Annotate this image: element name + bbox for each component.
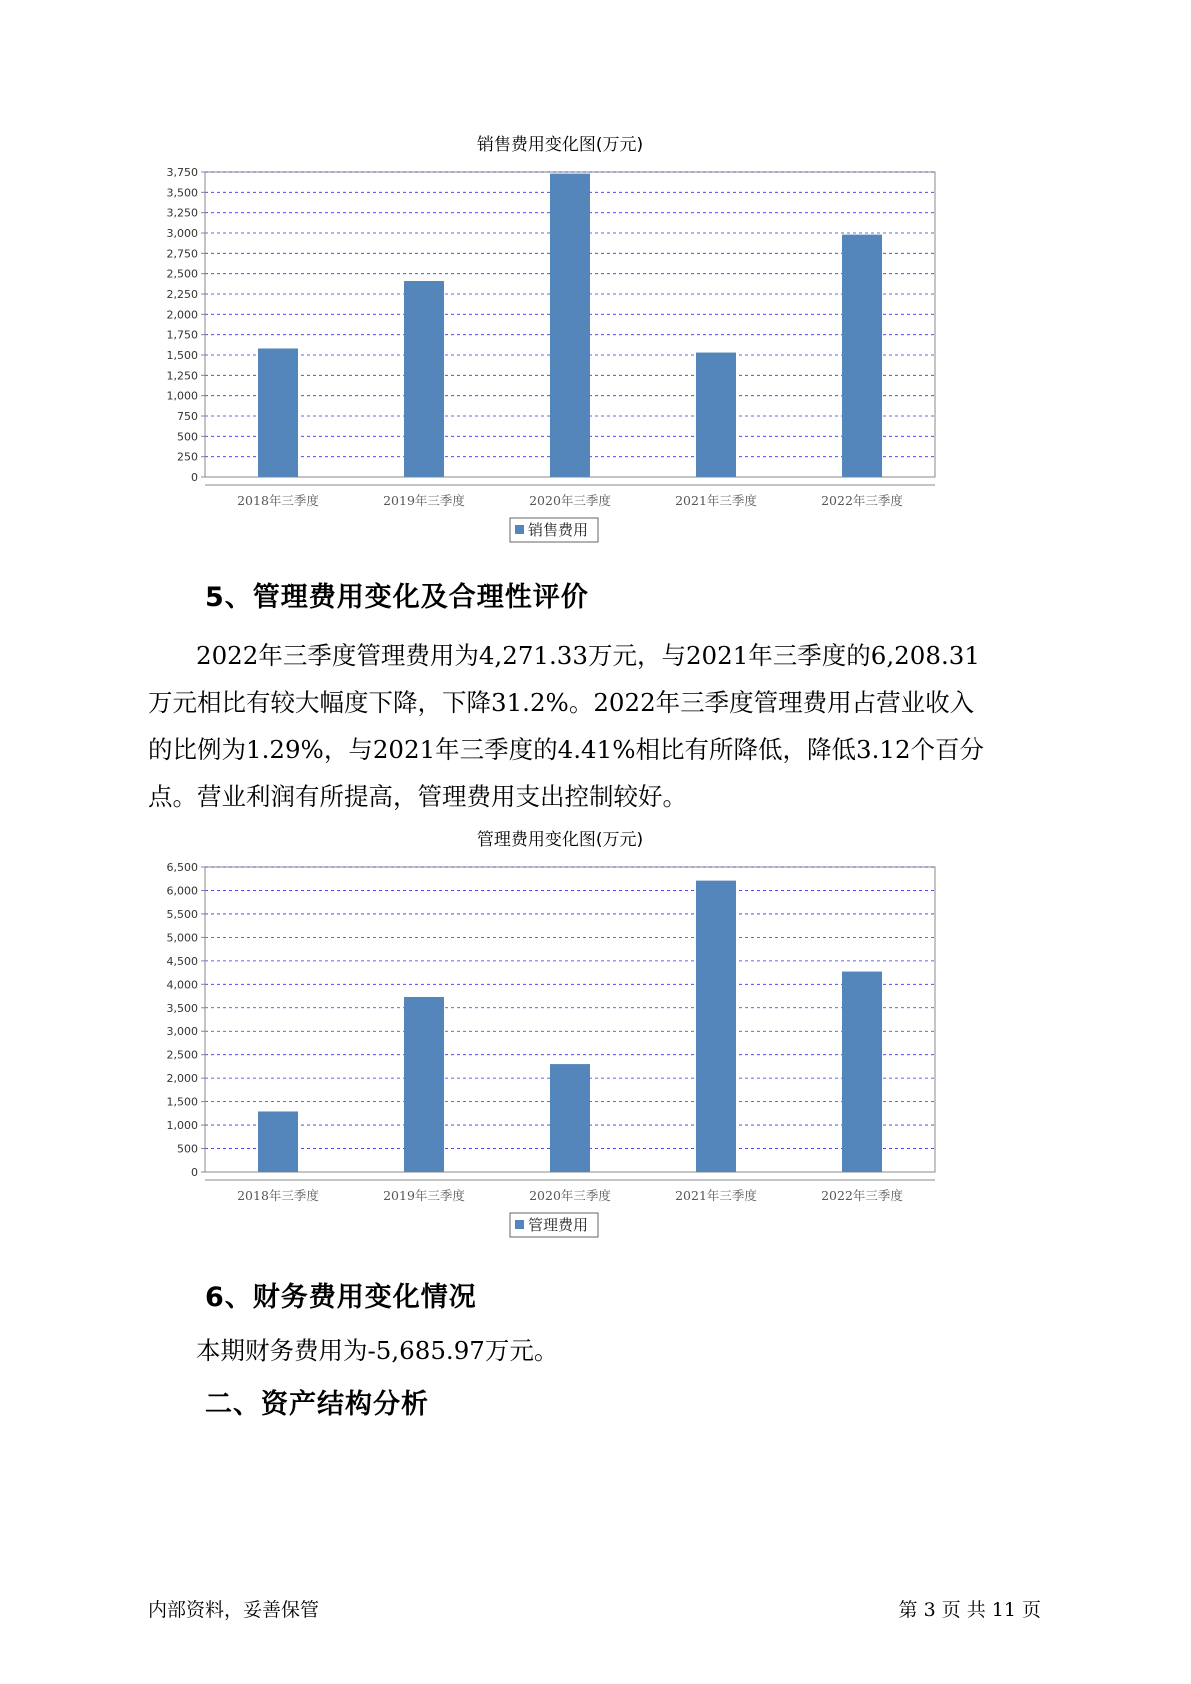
chart-legend [510,1213,598,1237]
section-5-line-3: 的比例为1.29%，与2021年三季度的4.41%相比有所降低，降低3.12个百分 [148,735,985,764]
management-expense-chart [150,825,1040,1245]
y-tick-label: 2,500 [166,267,198,281]
y-tick-label: 6,000 [166,884,198,898]
y-tick-label: 0 [191,1166,198,1179]
y-tick-label: 3,250 [166,206,198,220]
x-tick-label: 2022年三季度 [821,493,903,508]
y-tick-label: 4,000 [166,978,198,992]
y-tick-label: 2,250 [166,288,198,301]
y-tick-label: 1,750 [166,328,198,342]
bar-2 [404,997,444,1172]
y-tick-label: 2,000 [166,308,198,322]
part-2-heading: 二、资产结构分析 [205,1389,429,1420]
y-tick-label: 1,000 [166,1119,198,1133]
legend-swatch [515,525,524,534]
y-tick-label: 5,500 [166,907,198,921]
x-tick-label: 2021年三季度 [675,493,757,508]
section-6-paragraph [196,1327,1096,1374]
legend-label: 管理费用 [528,1216,589,1234]
bar-5 [842,972,882,1172]
legend-label: 销售费用 [528,521,589,539]
sales-expense-chart-svg [150,130,1040,550]
section-5-line-2: 万元相比有较大幅度下降，下降31.2%。2022年三季度管理费用占营业收入 [148,688,975,717]
y-tick-label: 500 [177,430,198,444]
y-tick-label: 1,250 [166,369,198,383]
y-tick-label: 2,000 [166,1072,198,1086]
footer-page-number: 第 3 页 共 11 页 [898,1599,1041,1621]
y-tick-label: 500 [177,1142,198,1156]
x-tick-label: 2022年三季度 [821,1188,903,1203]
chart-title: 销售费用变化图(万元) [476,135,644,155]
y-tick-label: 750 [177,410,198,423]
y-tick-label: 0 [191,471,198,484]
bar-4 [696,881,736,1172]
x-tick-label: 2021年三季度 [675,1188,757,1203]
x-tick-label: 2019年三季度 [383,493,465,508]
bar-5 [842,235,882,477]
y-tick-label: 1,500 [166,349,198,362]
y-tick-label: 5,000 [166,931,198,945]
y-tick-label: 3,500 [166,186,198,200]
y-tick-label: 6,500 [166,861,198,874]
chart-legend [510,518,598,542]
x-tick-label: 2020年三季度 [529,1188,611,1203]
footer-confidential: 内部资料，妥善保管 [148,1599,320,1621]
y-tick-label: 3,000 [166,227,198,240]
y-tick-label: 3,750 [166,166,198,179]
y-tick-label: 2,750 [166,247,198,261]
x-tick-label: 2018年三季度 [237,493,319,508]
section-5-line-1: 2022年三季度管理费用为4,271.33万元，与2021年三季度的6,208.31 [196,641,980,670]
x-tick-label: 2018年三季度 [237,1188,319,1203]
section-6-heading: 6、财务费用变化情况 [205,1282,477,1313]
y-tick-label: 3,000 [166,1025,198,1039]
x-tick-label: 2020年三季度 [529,493,611,508]
y-tick-label: 250 [177,450,198,464]
legend-swatch [515,1220,524,1229]
bar-3 [550,1064,590,1172]
sales-expense-chart [150,130,1040,550]
section-5-paragraph [148,632,1048,820]
bar-4 [696,353,736,477]
section-5-heading: 5、管理费用变化及合理性评价 [205,582,589,613]
section-6-text: 本期财务费用为-5,685.97万元。 [196,1336,559,1365]
x-tick-label: 2019年三季度 [383,1188,465,1203]
bar-2 [404,281,444,477]
bar-3 [550,174,590,477]
management-expense-chart-svg [150,825,1040,1245]
section-5-line-4: 点。营业利润有所提高，管理费用支出控制较好。 [148,782,687,811]
y-tick-label: 2,500 [166,1048,198,1062]
y-tick-label: 4,500 [166,954,198,968]
chart-title: 管理费用变化图(万元) [476,830,644,850]
bar-1 [258,1111,298,1172]
y-tick-label: 1,000 [166,389,198,403]
y-tick-label: 3,500 [166,1001,198,1015]
y-tick-label: 1,500 [166,1095,198,1109]
bar-1 [258,348,298,477]
